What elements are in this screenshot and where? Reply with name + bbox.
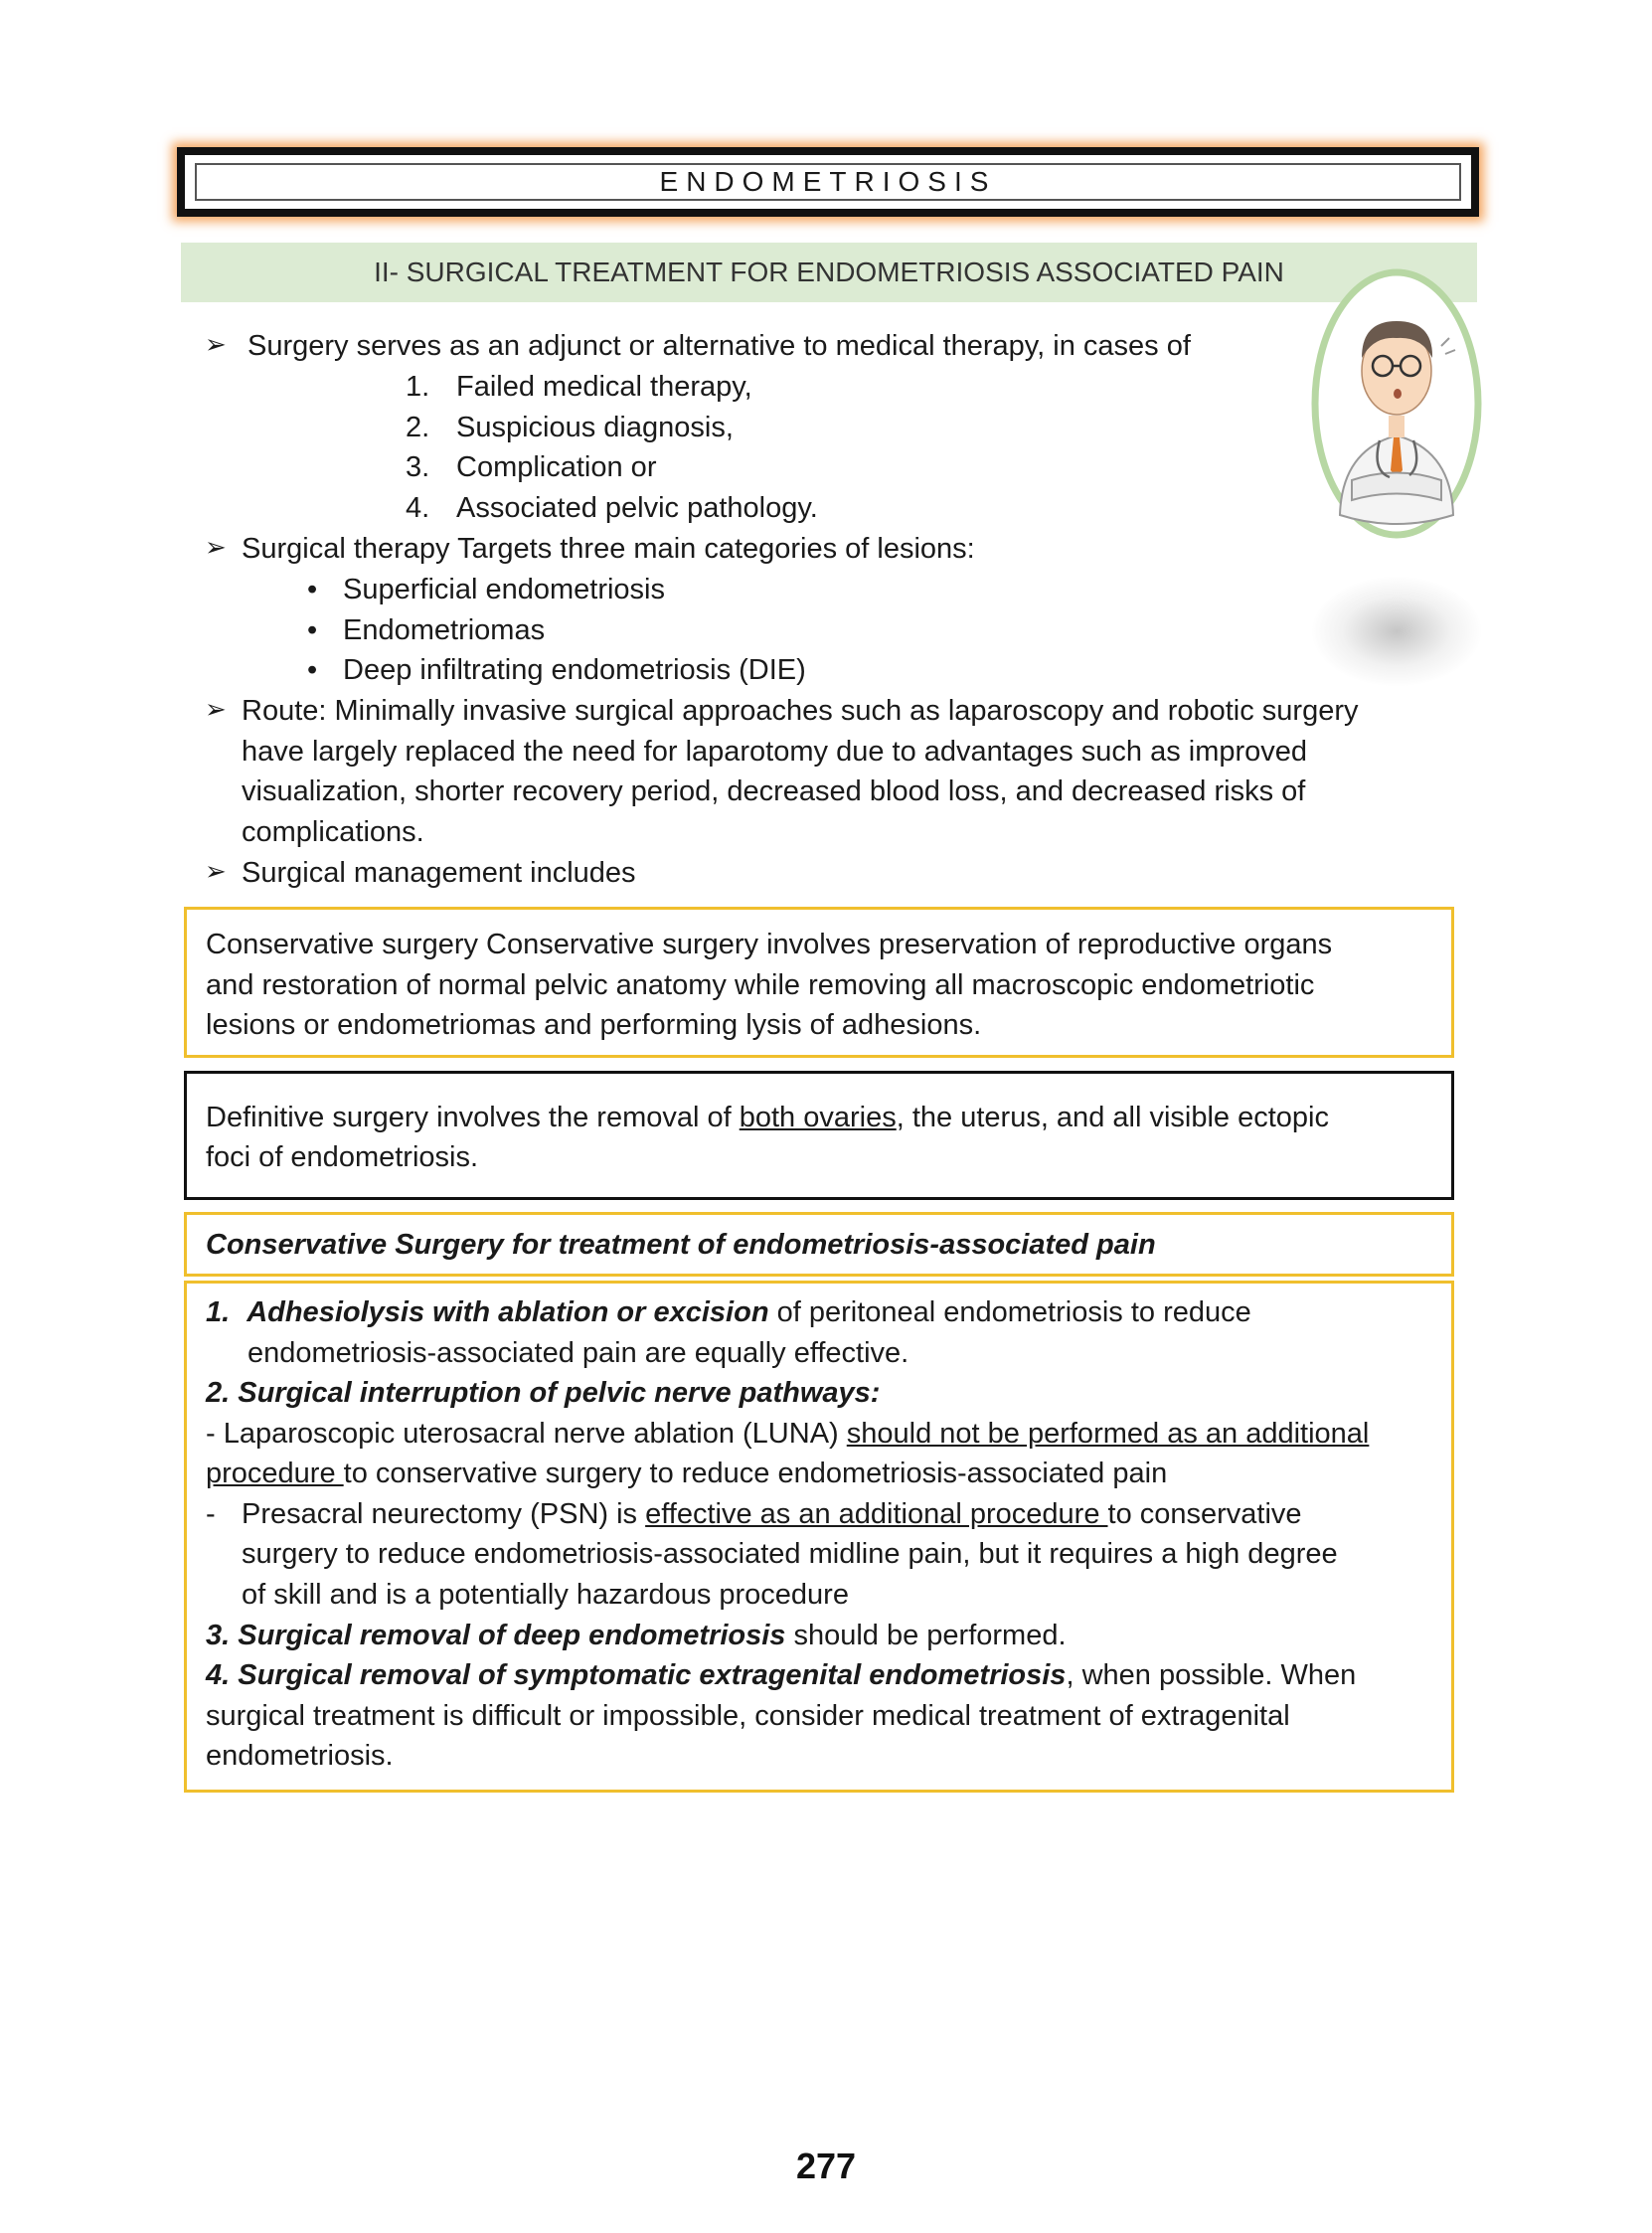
luna-underlined: should not be performed as an additional: [846, 1418, 1370, 1450]
case-number: 1.: [406, 371, 430, 403]
arrow-bullet-icon: ➢: [205, 329, 227, 359]
item-bold: 4. Surgical removal of symptomatic extragenital endometriosis: [206, 1659, 1067, 1691]
decorative-shadow: [1312, 577, 1481, 686]
case-number: 4.: [406, 492, 430, 524]
route-line: complications.: [242, 816, 424, 848]
psn-line-3: of skill and is a potentially hazardous procedure: [242, 1579, 849, 1611]
item-bold: Adhesiolysis with ablation or excision: [247, 1296, 769, 1328]
route-line: have largely replaced the need for laparotomy due to advantages such as improved: [242, 736, 1308, 768]
case-item: Suspicious diagnosis,: [456, 412, 734, 443]
item-4-line-1: [206, 1655, 1356, 1696]
luna-text: - Laparoscopic uterosacral nerve ablation (LUNA): [206, 1418, 847, 1450]
lesion-item: Superficial endometriosis: [343, 574, 665, 605]
definitive-line-1: [206, 1098, 1329, 1138]
route-line: visualization, shorter recovery period, decreased blood loss, and decreased risks of: [242, 775, 1306, 807]
luna-underlined: procedure: [206, 1458, 344, 1489]
title-frame: [177, 147, 1479, 217]
item-text: of peritoneal endometriosis to reduce: [768, 1296, 1251, 1328]
definitive-line-2: foci of endometriosis.: [206, 1141, 479, 1173]
item-number: 1.: [206, 1296, 231, 1328]
luna-text: to conservative surgery to reduce endometriosis-associated pain: [343, 1458, 1168, 1489]
psn-line-1: [242, 1494, 1302, 1535]
bullet-management: Surgical management includes: [242, 857, 636, 889]
item-1-line-1: [206, 1292, 1251, 1333]
case-number: 3.: [406, 451, 430, 483]
case-item: Complication or: [456, 451, 657, 483]
luna-line-2: [206, 1454, 1167, 1494]
dot-bullet-icon: •: [307, 654, 318, 686]
page-title: ENDOMETRIOSIS: [195, 163, 1461, 201]
definitive-underlined: both ovaries: [739, 1102, 897, 1133]
conservative-line: Conservative surgery Conservative surgery involves preservation of reproductive organs: [206, 929, 1333, 960]
psn-text: Presacral neurectomy (PSN) is: [242, 1498, 646, 1530]
conservative-line: and restoration of normal pelvic anatomy while removing all macroscopic endometriotic: [206, 969, 1315, 1001]
lesion-item: Deep infiltrating endometriosis (DIE): [343, 654, 806, 686]
conservative-line: lesions or endometriomas and performing lysis of adhesions.: [206, 1009, 982, 1041]
bullet-lesion-categories: Surgical therapy Targets three main categories of lesions:: [242, 533, 975, 565]
psn-dash: -: [206, 1498, 216, 1530]
item-3: [206, 1616, 1067, 1656]
psn-line-2: surgery to reduce endometriosis-associated midline pain, but it requires a high degree: [242, 1538, 1338, 1570]
item-1-line-2: endometriosis-associated pain are equally effective.: [248, 1337, 909, 1369]
definitive-text: Definitive surgery involves the removal of: [206, 1102, 740, 1133]
arrow-bullet-icon: ➢: [205, 856, 227, 886]
luna-line-1: [206, 1414, 1369, 1455]
item-2-heading: 2. Surgical interruption of pelvic nerve pathways:: [206, 1377, 881, 1409]
dot-bullet-icon: •: [307, 614, 318, 646]
section-heading: II- SURGICAL TREATMENT FOR ENDOMETRIOSIS ASSOCIATED PAIN: [181, 243, 1477, 302]
case-item: Failed medical therapy,: [456, 371, 752, 403]
bullet-surgery-indications: Surgery serves as an adjunct or alternative to medical therapy, in cases of: [248, 330, 1191, 362]
dot-bullet-icon: •: [307, 574, 318, 605]
item-text: , when possible. When: [1066, 1659, 1357, 1691]
definitive-text: , the uterus, and all visible ectopic: [896, 1102, 1329, 1133]
psn-underlined: effective as an additional procedure: [645, 1498, 1108, 1530]
lesion-item: Endometriomas: [343, 614, 546, 646]
arrow-bullet-icon: ➢: [205, 694, 227, 724]
doctor-illustration: [1310, 266, 1483, 541]
item-4-line-2: surgical treatment is difficult or impossible, consider medical treatment of extragenital: [206, 1700, 1290, 1732]
pain-title: Conservative Surgery for treatment of endometriosis-associated pain: [206, 1229, 1156, 1261]
case-number: 2.: [406, 412, 430, 443]
case-item: Associated pelvic pathology.: [456, 492, 818, 524]
page-number: 277: [795, 2146, 857, 2186]
psn-text: to conservative: [1107, 1498, 1302, 1530]
item-bold: 3. Surgical removal of deep endometriosis: [206, 1620, 786, 1651]
item-4-line-3: endometriosis.: [206, 1740, 394, 1772]
route-line: Route: Minimally invasive surgical approaches such as laparoscopy and robotic surgery: [242, 695, 1359, 727]
arrow-bullet-icon: ➢: [205, 532, 227, 562]
item-text: should be performed.: [785, 1620, 1067, 1651]
